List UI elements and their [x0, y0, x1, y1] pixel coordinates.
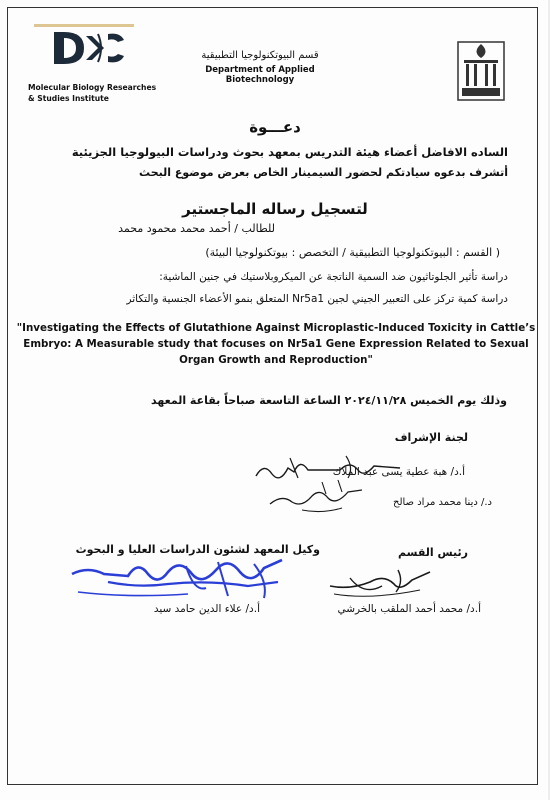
arabic-title-line-1: دراسة تأثير الجلوتاثيون ضد السمية الناتجة عن الميكروبلاستيك في جنين الماشية:	[159, 271, 508, 283]
student-name: للطالب / أحمد محمد محمود محمد	[118, 222, 275, 235]
supervisor-1: أ.د/ هبة عطية يسى عبد الملاك	[332, 466, 465, 478]
department-head-signature	[320, 560, 440, 600]
vice-dean-title: وكيل المعهد لشئون الدراسات العليا و البحوث	[75, 543, 320, 556]
invitation-line-2: أتشرف بدعوه سيادتكم لحضور السيمينار الخاص بعرض موضوع البحث	[139, 166, 508, 179]
date-line: وذلك يوم الخميس ٢٠٢٤/١١/٢٨ الساعة التاسعة صباحاً بقاعة المعهد	[151, 394, 507, 407]
english-title: "Investigating the Effects of Glutathione Against Microplastic-Induced Toxicity in Cattle’s Embryo: A Measurable study that focuses on Nr5a1 Gene Expression Related to Sexual Organ Growth and Reproduction"	[16, 322, 536, 366]
department-arabic: قسم البيوتكنولوجيا التطبيقية	[201, 50, 319, 61]
arabic-title-line-2: دراسة كمية تركز على التعبير الجيني لجين Nr5a1 المتعلق بنمو الأعضاء الجنسية والتكاثر	[126, 293, 508, 305]
supervisor-2-signature	[262, 474, 372, 518]
department-head-name: أ.د/ محمد أحمد الملقب بالخرشي	[337, 603, 481, 615]
department-english: Department of Applied Biotechnology	[205, 65, 315, 85]
institute-emblem-icon	[28, 14, 140, 76]
committee-title: لجنة الإشراف	[394, 431, 468, 444]
institute-name: Molecular Biology Researches & Studies Institute	[28, 83, 157, 103]
university-logo-icon	[452, 36, 510, 106]
institute-logo	[28, 14, 157, 108]
document-title: دعـــوة	[249, 118, 301, 136]
invitation-line-1: الساده الافاضل أعضاء هيئة التدريس بمعهد بحوث ودراسات البيولوجيا الجزيئية	[71, 145, 508, 159]
supervisor-2: د./ دينا محمد مراد صالح	[392, 497, 492, 508]
department-head-title: رئيس القسم	[398, 546, 468, 559]
vice-dean-name: أ.د/ علاء الدين حامد سيد	[153, 603, 260, 615]
section-specialization: ( القسم : البيوتكنولوجيا التطبيقية / التخصص : بيوتكنولوجيا البيئة)	[205, 246, 500, 259]
subject-heading: لتسجيل رساله الماجستير	[182, 200, 368, 218]
vice-dean-signature	[68, 552, 290, 608]
